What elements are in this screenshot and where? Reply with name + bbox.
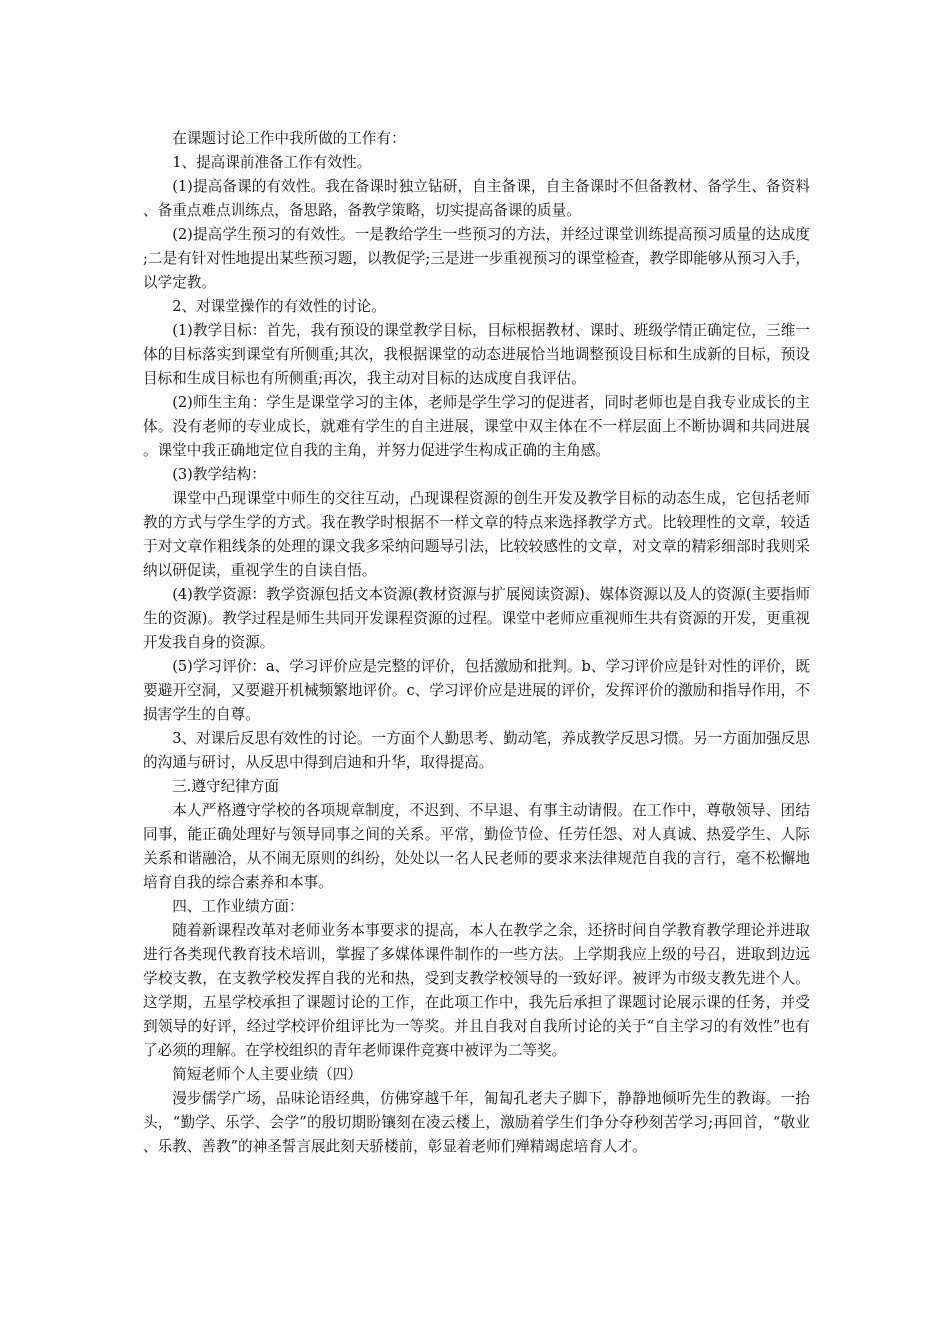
paragraph-teaching-goals: (1)教学目标：首先，我有预设的课堂教学目标，目标根据教材、课时、班级学情正确定位，三维一体的目标落实到课堂有所侧重;其次，我根据课堂的动态进展恰当地调整预设目标和生成新的目标，预设目标和生成目标也有所侧重;再次，我主动对目标的达成度自我评估。 <box>143 322 810 387</box>
paragraph-discipline: 本人严格遵守学校的各项规章制度，不迟到、不早退、有事主动请假。在工作中，尊敬领导、团结同事，能正确处理好与领导同事之间的关系。平常，勤俭节俭、任劳任怨、对人真诚、热爱学生、人际关系和谐融洽，从不闹无原则的纠纷，处处以一名人民老师的要求来法律规范自我的言行，毫不松懈地培育自我的综合素养和本事。 <box>143 802 810 891</box>
document-body <box>143 127 810 1159</box>
paragraph-teaching-structure-heading: (3)教学结构： <box>172 466 266 483</box>
paragraph-section-1-heading: 1、提高课前准备工作有效性。 <box>172 154 372 171</box>
paragraph-achievements-heading: 四、工作业绩方面： <box>172 898 304 915</box>
paragraph-discipline-heading: 三.遵守纪律方面 <box>172 778 279 795</box>
paragraph-section-2-heading: 2、对课堂操作的有效性的讨论。 <box>172 298 386 315</box>
paragraph-achievements: 随着新课程改革对老师业务本事要求的提高，本人在教学之余，还挤时间自学教育教学理论并进取进行各类现代教育技术培训，掌握了多媒体课件制作的一些方法。上学期我应上级的号召，进取到边远学校支教，在支教学校发挥自我的光和热，受到支教学校领导的一致好评。被评为市级支教先进个人。这学期，五星学校承担了课题讨论的工作，在此项工作中，我先后承担了课题讨论展示课的任务，并受到领导的好评，经过学校评价组评比为一等奖。并且自我对自我所讨论的关于“自主学习的有效性”也有了必须的理解。在学校组织的青年老师课件竞赛中被评为二等奖。 <box>143 922 810 1059</box>
paragraph-learning-evaluation: (5)学习评价：a、学习评价应是完整的评价，包括激励和批判。b、学习评价应是针对性的评价，既要避开空洞，又要避开机械频繁地评价。c、学习评价应是进展的评价，发挥评价的激励和指导作用，不损害学生的自尊。 <box>143 658 810 723</box>
paragraph-intro: 在课题讨论工作中我所做的工作有： <box>172 130 406 147</box>
paragraph-teacher-student-roles: (2)师生主角：学生是课堂学习的主体，老师是学生学习的促进者，同时老师也是自我专业成长的主体。没有老师的专业成长，就难有学生的自主进展，课堂中双主体在不一样层面上不断协调和共同进展。课堂中我正确地定位自我的主角，并努力促进学生构成正确的主角感。 <box>143 394 810 459</box>
paragraph-teaching-resources: (4)教学资源：教学资源包括文本资源(教材资源与扩展阅读资源)、媒体资源以及人的资源(主要指师生的资源)。教学过程是师生共同开发课程资源的过程。课堂中老师应重视师生共有资源的开发，更重视开发我自身的资源。 <box>143 586 810 651</box>
paragraph-lesson-prep: (1)提高备课的有效性。我在备课时独立钻研，自主备课，自主备课时不但备教材、备学生、备资料、备重点难点训练点，备思路，备教学策略，切实提高备课的质量。 <box>143 178 810 219</box>
paragraph-preview: (2)提高学生预习的有效性。一是教给学生一些预习的方法，并经过课堂训练提高预习质量的达成度;二是有针对性地提出某些预习题，以教促学;三是进一步重视预习的课堂检查，教学即能够从预习入手，以学定教。 <box>143 226 810 291</box>
paragraph-part-four-heading: 简短老师个人主要业绩（四） <box>172 1066 362 1083</box>
paragraph-confucian-square: 漫步儒学广场，品味论语经典，仿佛穿越千年，匍匐孔老夫子脚下，静静地倾听先生的教诲。一抬头，“勤学、乐学、会学”的殷切期盼镶刻在凌云楼上，激励着学生们争分夺秒刻苦学习;再回首，“敬业、乐教、善教”的神圣誓言展此刻天骄楼前，彰显着老师们殚精竭虑培育人才。 <box>143 1090 810 1155</box>
paragraph-teaching-structure: 课堂中凸现课堂中师生的交往互动，凸现课程资源的创生开发及教学目标的动态生成，它包括老师教的方式与学生学的方式。我在教学时根据不一样文章的特点来选择教学方式。比较理性的文章，较适于对文章作粗线条的处理的课文我多采纳问题导引法，比较较感性的文章，对文章的精彩细部时我则采纳以研促读，重视学生的自读自悟。 <box>143 490 810 579</box>
paragraph-reflection: 3、对课后反思有效性的讨论。一方面个人勤思考、勤动笔，养成教学反思习惯。另一方面加强反思的沟通与研讨，从反思中得到启迪和升华，取得提高。 <box>143 730 810 771</box>
